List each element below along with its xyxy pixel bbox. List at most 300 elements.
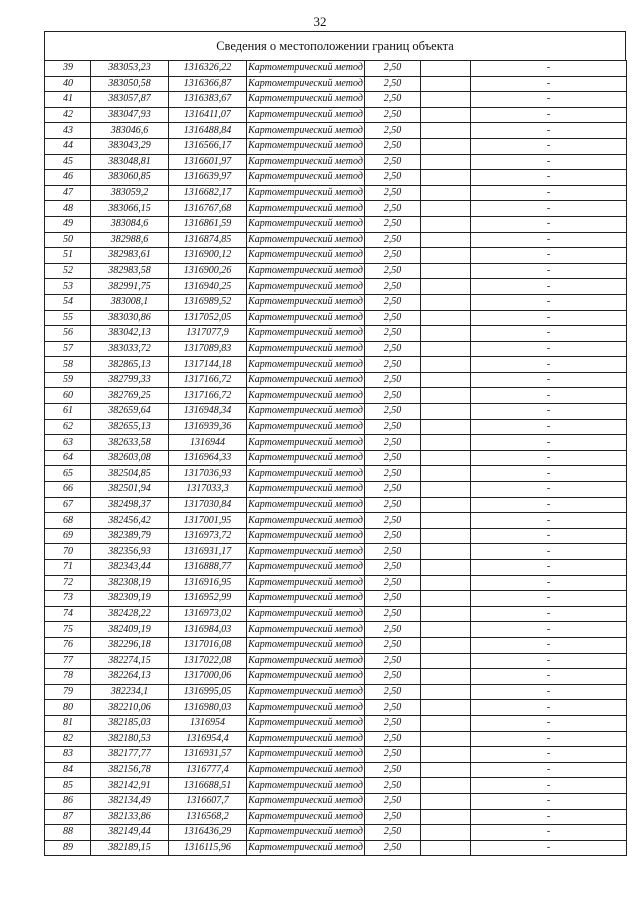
empty-cell-cell xyxy=(421,76,471,92)
description-cell: - xyxy=(471,778,627,794)
y-coordinate-cell: 1317000,06 xyxy=(169,669,247,685)
point-number-cell: 73 xyxy=(45,591,91,607)
y-coordinate-cell: 1317022,08 xyxy=(169,653,247,669)
table-row xyxy=(45,747,627,763)
y-coordinate-cell: 1316566,17 xyxy=(169,138,247,154)
point-number-cell: 77 xyxy=(45,653,91,669)
description-cell: - xyxy=(471,357,627,373)
table-row xyxy=(45,513,627,529)
method-cell: Картометрический метод xyxy=(247,684,365,700)
empty-cell-cell xyxy=(421,700,471,716)
method-cell: Картометрический метод xyxy=(247,637,365,653)
method-cell: Картометрический метод xyxy=(247,201,365,217)
accuracy-cell: 2,50 xyxy=(365,185,421,201)
table-row xyxy=(45,232,627,248)
method-cell: Картометрический метод xyxy=(247,544,365,560)
point-number-cell: 83 xyxy=(45,747,91,763)
table-row xyxy=(45,637,627,653)
table-row xyxy=(45,606,627,622)
method-cell: Картометрический метод xyxy=(247,107,365,123)
x-coordinate-cell: 383060,85 xyxy=(91,170,169,186)
x-coordinate-cell: 382189,15 xyxy=(91,840,169,856)
point-number-cell: 89 xyxy=(45,840,91,856)
method-cell: Картометрический метод xyxy=(247,248,365,264)
x-coordinate-cell: 382603,08 xyxy=(91,450,169,466)
x-coordinate-cell: 382149,44 xyxy=(91,825,169,841)
x-coordinate-cell: 382309,19 xyxy=(91,591,169,607)
method-cell: Картометрический метод xyxy=(247,372,365,388)
point-number-cell: 76 xyxy=(45,637,91,653)
y-coordinate-cell: 1317016,08 xyxy=(169,637,247,653)
table-title: Сведения о местоположении границ объекта xyxy=(44,31,626,60)
table-row xyxy=(45,170,627,186)
empty-cell-cell xyxy=(421,279,471,295)
y-coordinate-cell: 1316995,05 xyxy=(169,684,247,700)
y-coordinate-cell: 1316411,07 xyxy=(169,107,247,123)
y-coordinate-cell: 1316989,52 xyxy=(169,294,247,310)
method-cell: Картометрический метод xyxy=(247,326,365,342)
table-row xyxy=(45,575,627,591)
point-number-cell: 84 xyxy=(45,762,91,778)
y-coordinate-cell: 1316944 xyxy=(169,435,247,451)
accuracy-cell: 2,50 xyxy=(365,107,421,123)
accuracy-cell: 2,50 xyxy=(365,606,421,622)
table-row xyxy=(45,107,627,123)
point-number-cell: 53 xyxy=(45,279,91,295)
y-coordinate-cell: 1316980,03 xyxy=(169,700,247,716)
accuracy-cell: 2,50 xyxy=(365,138,421,154)
method-cell: Картометрический метод xyxy=(247,622,365,638)
empty-cell-cell xyxy=(421,560,471,576)
y-coordinate-cell: 1316601,97 xyxy=(169,154,247,170)
y-coordinate-cell: 1316931,17 xyxy=(169,544,247,560)
y-coordinate-cell: 1316115,96 xyxy=(169,840,247,856)
x-coordinate-cell: 383043,29 xyxy=(91,138,169,154)
empty-cell-cell xyxy=(421,762,471,778)
accuracy-cell: 2,50 xyxy=(365,232,421,248)
table-row xyxy=(45,263,627,279)
empty-cell-cell xyxy=(421,185,471,201)
x-coordinate-cell: 382389,79 xyxy=(91,528,169,544)
accuracy-cell: 2,50 xyxy=(365,419,421,435)
table-row xyxy=(45,450,627,466)
method-cell: Картометрический метод xyxy=(247,560,365,576)
method-cell: Картометрический метод xyxy=(247,388,365,404)
y-coordinate-cell: 1317144,18 xyxy=(169,357,247,373)
x-coordinate-cell: 383053,23 xyxy=(91,61,169,77)
point-number-cell: 64 xyxy=(45,450,91,466)
x-coordinate-cell: 382177,77 xyxy=(91,747,169,763)
description-cell: - xyxy=(471,294,627,310)
empty-cell-cell xyxy=(421,419,471,435)
description-cell: - xyxy=(471,107,627,123)
accuracy-cell: 2,50 xyxy=(365,482,421,498)
x-coordinate-cell: 382655,13 xyxy=(91,419,169,435)
point-number-cell: 72 xyxy=(45,575,91,591)
method-cell: Картометрический метод xyxy=(247,450,365,466)
accuracy-cell: 2,50 xyxy=(365,840,421,856)
empty-cell-cell xyxy=(421,513,471,529)
point-number-cell: 49 xyxy=(45,216,91,232)
method-cell: Картометрический метод xyxy=(247,528,365,544)
description-cell: - xyxy=(471,606,627,622)
point-number-cell: 42 xyxy=(45,107,91,123)
y-coordinate-cell: 1317030,84 xyxy=(169,497,247,513)
y-coordinate-cell: 1316939,36 xyxy=(169,419,247,435)
method-cell: Картометрический метод xyxy=(247,840,365,856)
table-row xyxy=(45,482,627,498)
y-coordinate-cell: 1317077,9 xyxy=(169,326,247,342)
point-number-cell: 65 xyxy=(45,466,91,482)
y-coordinate-cell: 1316931,57 xyxy=(169,747,247,763)
accuracy-cell: 2,50 xyxy=(365,700,421,716)
description-cell: - xyxy=(471,575,627,591)
empty-cell-cell xyxy=(421,497,471,513)
x-coordinate-cell: 383008,1 xyxy=(91,294,169,310)
accuracy-cell: 2,50 xyxy=(365,294,421,310)
table-row xyxy=(45,76,627,92)
point-number-cell: 62 xyxy=(45,419,91,435)
table-row xyxy=(45,809,627,825)
method-cell: Картометрический метод xyxy=(247,232,365,248)
point-number-cell: 75 xyxy=(45,622,91,638)
empty-cell-cell xyxy=(421,123,471,139)
x-coordinate-cell: 382659,64 xyxy=(91,404,169,420)
x-coordinate-cell: 383066,15 xyxy=(91,201,169,217)
accuracy-cell: 2,50 xyxy=(365,497,421,513)
accuracy-cell: 2,50 xyxy=(365,404,421,420)
accuracy-cell: 2,50 xyxy=(365,637,421,653)
method-cell: Картометрический метод xyxy=(247,294,365,310)
point-number-cell: 74 xyxy=(45,606,91,622)
table-row xyxy=(45,528,627,544)
x-coordinate-cell: 382865,13 xyxy=(91,357,169,373)
description-cell: - xyxy=(471,61,627,77)
table-row xyxy=(45,622,627,638)
table-row xyxy=(45,341,627,357)
empty-cell-cell xyxy=(421,232,471,248)
y-coordinate-cell: 1316639,97 xyxy=(169,170,247,186)
method-cell: Картометрический метод xyxy=(247,715,365,731)
method-cell: Картометрический метод xyxy=(247,591,365,607)
accuracy-cell: 2,50 xyxy=(365,279,421,295)
point-number-cell: 60 xyxy=(45,388,91,404)
y-coordinate-cell: 1316940,25 xyxy=(169,279,247,295)
point-number-cell: 40 xyxy=(45,76,91,92)
point-number-cell: 56 xyxy=(45,326,91,342)
point-number-cell: 78 xyxy=(45,669,91,685)
y-coordinate-cell: 1316383,67 xyxy=(169,92,247,108)
accuracy-cell: 2,50 xyxy=(365,357,421,373)
point-number-cell: 87 xyxy=(45,809,91,825)
point-number-cell: 63 xyxy=(45,435,91,451)
description-cell: - xyxy=(471,700,627,716)
description-cell: - xyxy=(471,419,627,435)
description-cell: - xyxy=(471,513,627,529)
empty-cell-cell xyxy=(421,606,471,622)
empty-cell-cell xyxy=(421,809,471,825)
x-coordinate-cell: 382504,85 xyxy=(91,466,169,482)
description-cell: - xyxy=(471,326,627,342)
y-coordinate-cell: 1316954 xyxy=(169,715,247,731)
empty-cell-cell xyxy=(421,715,471,731)
empty-cell-cell xyxy=(421,591,471,607)
point-number-cell: 48 xyxy=(45,201,91,217)
description-cell: - xyxy=(471,170,627,186)
table-row xyxy=(45,840,627,856)
method-cell: Картометрический метод xyxy=(247,216,365,232)
description-cell: - xyxy=(471,653,627,669)
method-cell: Картометрический метод xyxy=(247,138,365,154)
method-cell: Картометрический метод xyxy=(247,731,365,747)
empty-cell-cell xyxy=(421,341,471,357)
accuracy-cell: 2,50 xyxy=(365,326,421,342)
accuracy-cell: 2,50 xyxy=(365,747,421,763)
accuracy-cell: 2,50 xyxy=(365,715,421,731)
accuracy-cell: 2,50 xyxy=(365,528,421,544)
method-cell: Картометрический метод xyxy=(247,92,365,108)
accuracy-cell: 2,50 xyxy=(365,591,421,607)
accuracy-cell: 2,50 xyxy=(365,622,421,638)
table-row xyxy=(45,357,627,373)
empty-cell-cell xyxy=(421,310,471,326)
accuracy-cell: 2,50 xyxy=(365,544,421,560)
point-number-cell: 58 xyxy=(45,357,91,373)
empty-cell-cell xyxy=(421,684,471,700)
method-cell: Картометрический метод xyxy=(247,700,365,716)
table-row xyxy=(45,326,627,342)
table-row xyxy=(45,201,627,217)
table-row xyxy=(45,700,627,716)
accuracy-cell: 2,50 xyxy=(365,731,421,747)
method-cell: Картометрический метод xyxy=(247,669,365,685)
table-body xyxy=(45,61,627,856)
table-row xyxy=(45,310,627,326)
y-coordinate-cell: 1316973,02 xyxy=(169,606,247,622)
empty-cell-cell xyxy=(421,747,471,763)
point-number-cell: 71 xyxy=(45,560,91,576)
empty-cell-cell xyxy=(421,575,471,591)
accuracy-cell: 2,50 xyxy=(365,466,421,482)
method-cell: Картометрический метод xyxy=(247,357,365,373)
x-coordinate-cell: 382356,93 xyxy=(91,544,169,560)
x-coordinate-cell: 382133,86 xyxy=(91,809,169,825)
x-coordinate-cell: 382210,06 xyxy=(91,700,169,716)
description-cell: - xyxy=(471,684,627,700)
table-row xyxy=(45,372,627,388)
method-cell: Картометрический метод xyxy=(247,747,365,763)
accuracy-cell: 2,50 xyxy=(365,341,421,357)
method-cell: Картометрический метод xyxy=(247,404,365,420)
table-row xyxy=(45,404,627,420)
point-number-cell: 43 xyxy=(45,123,91,139)
x-coordinate-cell: 383047,93 xyxy=(91,107,169,123)
y-coordinate-cell: 1316436,29 xyxy=(169,825,247,841)
method-cell: Картометрический метод xyxy=(247,170,365,186)
point-number-cell: 88 xyxy=(45,825,91,841)
y-coordinate-cell: 1316888,77 xyxy=(169,560,247,576)
description-cell: - xyxy=(471,310,627,326)
x-coordinate-cell: 383030,86 xyxy=(91,310,169,326)
x-coordinate-cell: 383046,6 xyxy=(91,123,169,139)
description-cell: - xyxy=(471,482,627,498)
y-coordinate-cell: 1316984,03 xyxy=(169,622,247,638)
accuracy-cell: 2,50 xyxy=(365,825,421,841)
empty-cell-cell xyxy=(421,170,471,186)
description-cell: - xyxy=(471,747,627,763)
empty-cell-cell xyxy=(421,653,471,669)
table-row xyxy=(45,154,627,170)
description-cell: - xyxy=(471,76,627,92)
x-coordinate-cell: 383050,58 xyxy=(91,76,169,92)
method-cell: Картометрический метод xyxy=(247,497,365,513)
accuracy-cell: 2,50 xyxy=(365,513,421,529)
point-number-cell: 57 xyxy=(45,341,91,357)
point-number-cell: 86 xyxy=(45,793,91,809)
method-cell: Картометрический метод xyxy=(247,185,365,201)
description-cell: - xyxy=(471,809,627,825)
accuracy-cell: 2,50 xyxy=(365,372,421,388)
method-cell: Картометрический метод xyxy=(247,419,365,435)
x-coordinate-cell: 382308,19 xyxy=(91,575,169,591)
x-coordinate-cell: 382296,18 xyxy=(91,637,169,653)
method-cell: Картометрический метод xyxy=(247,279,365,295)
y-coordinate-cell: 1317166,72 xyxy=(169,372,247,388)
description-cell: - xyxy=(471,497,627,513)
x-coordinate-cell: 382428,22 xyxy=(91,606,169,622)
method-cell: Картометрический метод xyxy=(247,123,365,139)
point-number-cell: 44 xyxy=(45,138,91,154)
accuracy-cell: 2,50 xyxy=(365,793,421,809)
method-cell: Картометрический метод xyxy=(247,61,365,77)
description-cell: - xyxy=(471,731,627,747)
y-coordinate-cell: 1317033,3 xyxy=(169,482,247,498)
description-cell: - xyxy=(471,92,627,108)
x-coordinate-cell: 382633,58 xyxy=(91,435,169,451)
method-cell: Картометрический метод xyxy=(247,793,365,809)
x-coordinate-cell: 383059,2 xyxy=(91,185,169,201)
empty-cell-cell xyxy=(421,466,471,482)
x-coordinate-cell: 382983,61 xyxy=(91,248,169,264)
description-cell: - xyxy=(471,263,627,279)
accuracy-cell: 2,50 xyxy=(365,248,421,264)
y-coordinate-cell: 1316688,51 xyxy=(169,778,247,794)
description-cell: - xyxy=(471,138,627,154)
method-cell: Картометрический метод xyxy=(247,76,365,92)
point-number-cell: 59 xyxy=(45,372,91,388)
accuracy-cell: 2,50 xyxy=(365,388,421,404)
description-cell: - xyxy=(471,154,627,170)
method-cell: Картометрический метод xyxy=(247,341,365,357)
empty-cell-cell xyxy=(421,544,471,560)
empty-cell-cell xyxy=(421,825,471,841)
point-number-cell: 52 xyxy=(45,263,91,279)
method-cell: Картометрический метод xyxy=(247,435,365,451)
description-cell: - xyxy=(471,372,627,388)
y-coordinate-cell: 1316861,59 xyxy=(169,216,247,232)
y-coordinate-cell: 1317166,72 xyxy=(169,388,247,404)
table-row xyxy=(45,185,627,201)
description-cell: - xyxy=(471,622,627,638)
x-coordinate-cell: 382156,78 xyxy=(91,762,169,778)
description-cell: - xyxy=(471,404,627,420)
x-coordinate-cell: 382498,37 xyxy=(91,497,169,513)
table-row xyxy=(45,497,627,513)
x-coordinate-cell: 382180,53 xyxy=(91,731,169,747)
x-coordinate-cell: 382134,49 xyxy=(91,793,169,809)
description-cell: - xyxy=(471,528,627,544)
description-cell: - xyxy=(471,637,627,653)
y-coordinate-cell: 1316682,17 xyxy=(169,185,247,201)
point-number-cell: 54 xyxy=(45,294,91,310)
method-cell: Картометрический метод xyxy=(247,778,365,794)
empty-cell-cell xyxy=(421,216,471,232)
empty-cell-cell xyxy=(421,793,471,809)
table-row xyxy=(45,419,627,435)
coordinates-table xyxy=(44,60,627,856)
y-coordinate-cell: 1316973,72 xyxy=(169,528,247,544)
x-coordinate-cell: 383042,13 xyxy=(91,326,169,342)
point-number-cell: 61 xyxy=(45,404,91,420)
table-row xyxy=(45,778,627,794)
accuracy-cell: 2,50 xyxy=(365,450,421,466)
y-coordinate-cell: 1316954,4 xyxy=(169,731,247,747)
point-number-cell: 45 xyxy=(45,154,91,170)
point-number-cell: 66 xyxy=(45,482,91,498)
method-cell: Картометрический метод xyxy=(247,513,365,529)
method-cell: Картометрический метод xyxy=(247,809,365,825)
table-row xyxy=(45,591,627,607)
empty-cell-cell xyxy=(421,92,471,108)
y-coordinate-cell: 1316607,7 xyxy=(169,793,247,809)
x-coordinate-cell: 382769,25 xyxy=(91,388,169,404)
table-row xyxy=(45,61,627,77)
y-coordinate-cell: 1316948,34 xyxy=(169,404,247,420)
description-cell: - xyxy=(471,123,627,139)
page-number: 32 xyxy=(313,14,327,29)
y-coordinate-cell: 1316326,22 xyxy=(169,61,247,77)
table-row xyxy=(45,731,627,747)
x-coordinate-cell: 382501,94 xyxy=(91,482,169,498)
method-cell: Картометрический метод xyxy=(247,606,365,622)
point-number-cell: 39 xyxy=(45,61,91,77)
empty-cell-cell xyxy=(421,450,471,466)
empty-cell-cell xyxy=(421,404,471,420)
x-coordinate-cell: 382991,75 xyxy=(91,279,169,295)
table-row xyxy=(45,92,627,108)
point-number-cell: 47 xyxy=(45,185,91,201)
table-row xyxy=(45,825,627,841)
y-coordinate-cell: 1316568,2 xyxy=(169,809,247,825)
x-coordinate-cell: 383084,6 xyxy=(91,216,169,232)
accuracy-cell: 2,50 xyxy=(365,263,421,279)
method-cell: Картометрический метод xyxy=(247,482,365,498)
x-coordinate-cell: 382343,44 xyxy=(91,560,169,576)
x-coordinate-cell: 382234,1 xyxy=(91,684,169,700)
point-number-cell: 51 xyxy=(45,248,91,264)
description-cell: - xyxy=(471,201,627,217)
point-number-cell: 81 xyxy=(45,715,91,731)
description-cell: - xyxy=(471,840,627,856)
x-coordinate-cell: 382988,6 xyxy=(91,232,169,248)
y-coordinate-cell: 1316777,4 xyxy=(169,762,247,778)
y-coordinate-cell: 1316366,87 xyxy=(169,76,247,92)
x-coordinate-cell: 383033,72 xyxy=(91,341,169,357)
point-number-cell: 46 xyxy=(45,170,91,186)
description-cell: - xyxy=(471,450,627,466)
empty-cell-cell xyxy=(421,840,471,856)
empty-cell-cell xyxy=(421,669,471,685)
